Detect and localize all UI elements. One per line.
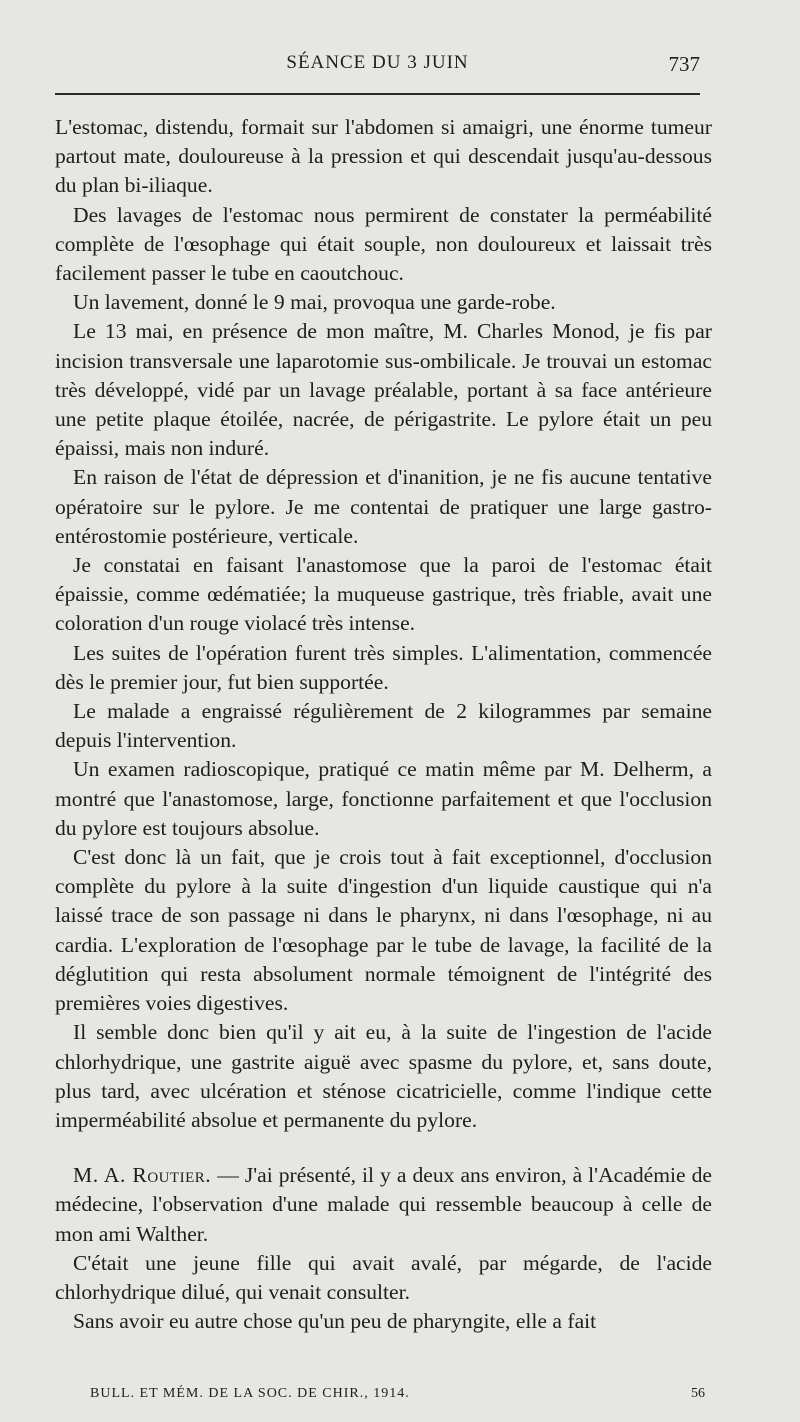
header-rule xyxy=(55,93,700,95)
paragraph: Un examen radioscopique, pratiqué ce matin même par M. Delherm, a montré que l'anastomose, large, fonctionne parfaitement et que l'occlusion du pylore est toujours absolue. xyxy=(55,757,712,840)
paragraph: En raison de l'état de dépression et d'inanition, je ne fis aucune tentative opératoire sur le pylore. Je me contentai de pratiquer une large gastro-entérostomie postérieure, verticale. xyxy=(55,465,712,548)
paragraph: Le malade a engraissé régulièrement de 2 kilogrammes par semaine depuis l'intervention. xyxy=(55,699,712,753)
page-header xyxy=(55,50,700,84)
journal-citation: BULL. ET MÉM. DE LA SOC. DE CHIR., 1914. xyxy=(90,1386,410,1401)
paragraph: Le 13 mai, en présence de mon maître, M. Charles Monod, je fis par incision transversale une laparotomie sus-ombilicale. Je trouvai un estomac très développé, vidé par un lavage préalable, portant à sa face antérieure une petite plaque étoilée, nacrée, de périgastrite. Le pylore était un peu épaissi, mais non induré. xyxy=(55,319,712,461)
speaker-text: — J'ai présenté, il y a deux ans environ, à l'Académie de médecine, l'observation d'une malade qui ressemble beaucoup à celle de mon ami Walther. xyxy=(55,1163,712,1246)
paragraph: Il semble donc bien qu'il y ait eu, à la suite de l'ingestion de l'acide chlorhydrique, une gastrite aiguë avec spasme du pylore, et, sans doute, plus tard, avec ulcération et sténose cicatricielle, comme l'indique cette imperméabilité absolue et permanente du pylore. xyxy=(55,1020,712,1132)
running-title: SÉANCE DU 3 JUIN xyxy=(286,52,469,73)
paragraph: C'est donc là un fait, que je crois tout à fait exceptionnel, d'occlusion complète du pylore à la suite d'ingestion d'un liquide caustique qui n'a laissé trace de son passage ni dans le pharynx, ni dans l'œsophage, ni au cardia. L'exploration de l'œsophage par le tube de lavage, la facilité de la déglutition qui resta absolument normale témoignent de l'intégrité des premières voies digestives. xyxy=(55,845,712,1016)
paragraph: Un lavement, donné le 9 mai, provoqua une garde-robe. xyxy=(73,290,556,315)
discussion-paragraph xyxy=(55,1161,712,1249)
paragraph: Les suites de l'opération furent très simples. L'alimentation, commencée dès le premier jour, fut bien supportée. xyxy=(55,640,712,694)
paragraph: Des lavages de l'estomac nous permirent de constater la perméabilité complète de l'œsophage qui était souple, non douloureux et laissait très facilement passer le tube en caoutchouc. xyxy=(55,202,712,286)
paragraph: Je constatai en faisant l'anastomose que la paroi de l'estomac était épaissie, comme œdématiée; la muqueuse gastrique, très friable, avait une coloration d'un rouge violacé très intense. xyxy=(55,553,712,636)
paragraph: Sans avoir eu autre chose qu'un peu de pharyngite, elle a fait xyxy=(73,1309,597,1334)
signature-mark: 56 xyxy=(691,1386,705,1401)
speaker-name: M. A. Routier. xyxy=(73,1163,212,1188)
paragraph: C'était une jeune fille qui avait avalé, par mégarde, de l'acide chlorhydrique dilué, qui venait consulter. xyxy=(55,1250,712,1304)
paragraph: L'estomac, distendu, formait sur l'abdomen si amaigri, une énorme tumeur partout mate, douloureuse à la pression et qui descendait jusqu'au-dessous du plan bi-iliaque. xyxy=(55,115,712,198)
page-number: 737 xyxy=(668,52,700,76)
body-text xyxy=(55,113,712,1336)
page-footer xyxy=(90,1386,705,1410)
